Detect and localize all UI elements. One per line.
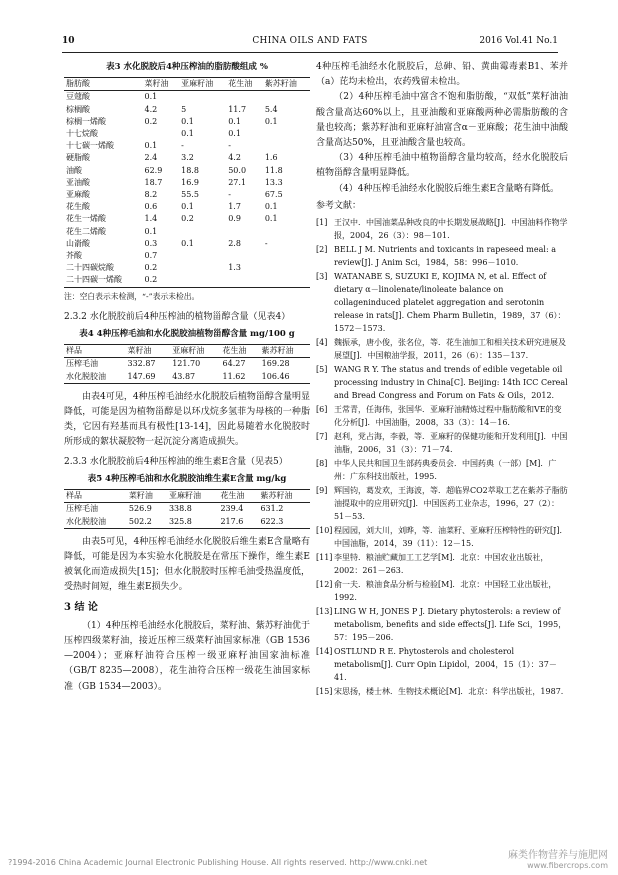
table-cell: 亚油酸 <box>66 177 90 187</box>
table-cell: 0.1 <box>144 92 158 102</box>
table4-col-header: 菜籽油 <box>126 345 171 358</box>
journal-name: CHINA OILS AND FATS <box>252 36 368 46</box>
conclusion-2: （2）4种压榨毛油中富含不饱和脂肪酸，“双低”菜籽油油酸含量高达60%以上，且亚油酸和亚麻酸两种必需脂肪酸的含量也较高；紫苏籽油和亚麻籽油富含α－亚麻酸；花生油中油酸含量高达50%，且亚油酸含量也较高。 <box>316 92 568 149</box>
table-cell: 67.5 <box>264 190 283 200</box>
table-row <box>64 262 310 274</box>
reference-number: [14] <box>316 647 333 657</box>
table-row <box>64 128 310 140</box>
table-cell <box>263 250 310 262</box>
reference-item <box>316 685 568 698</box>
table-cell: 64.27 <box>222 359 246 369</box>
table-cell: 0.1 <box>264 202 278 212</box>
reference-number: [8] <box>316 459 328 469</box>
table-cell: 5.4 <box>264 104 278 114</box>
table-cell: 棕榈一烯酸 <box>66 116 106 126</box>
table-cell: 8.2 <box>144 190 158 200</box>
reference-text: 辉国钧，葛发欢，王海波，等．超临界CO2萃取工艺在紫苏子脂肪油提取中的应用研究[J]．中国医药工业杂志，1996，27（2）：51－53. <box>334 486 568 522</box>
reference-number: [5] <box>316 365 328 375</box>
reference-text: 程园园，刘大川，刘晔，等．油菜籽、亚麻籽压榨特性的研究[J]．中国油脂，2014，39（11）：12－15. <box>334 526 568 549</box>
table5 <box>64 489 310 529</box>
table-cell: 2.4 <box>144 153 158 163</box>
table-cell <box>179 91 226 104</box>
table-cell: 27.1 <box>228 177 247 187</box>
reference-text: BELL J M. Nutrients and toxicants in rapeseed meal: a review[J]. J Anim Sci，1984，58：996－1010. <box>334 245 556 268</box>
table-cell: 4.2 <box>228 153 241 163</box>
table-cell: 水化脱胶油 <box>64 516 127 529</box>
table-cell: 0.7 <box>144 251 158 261</box>
table3-note: 注：空白表示未检测，“-”表示未检出。 <box>64 291 200 301</box>
references-heading: 参考文献： <box>316 200 362 211</box>
table-row <box>64 516 310 529</box>
table-cell: 0.2 <box>143 274 180 287</box>
table-cell: 花生一烯酸 <box>66 214 106 224</box>
conclusion-1-part-b: 4种压榨毛油经水化脱胶后，总砷、铅、黄曲霉毒素B1、苯并（a）芘均未检出，农药残留未检出。 <box>316 62 568 88</box>
table-cell: 50.0 <box>228 165 247 175</box>
table-cell: 0.1 <box>181 238 194 248</box>
table5-col-header: 亚麻籽油 <box>167 490 218 503</box>
table-cell: 0.1 <box>181 116 194 126</box>
table-cell <box>263 262 310 274</box>
table-row <box>64 274 310 287</box>
table-cell: 棕榈酸 <box>66 104 90 114</box>
table-cell <box>263 226 310 238</box>
table3-col-header: 亚麻籽油 <box>179 78 226 91</box>
table-row <box>64 503 310 516</box>
table3-caption: 表3 水化脱胶后4种压榨油的脂肪酸组成 % <box>106 62 268 72</box>
sterol-paragraph: 由表4可见，4种压榨毛油经水化脱胶后植物甾醇含量明显降低，可能是因为植物甾醇是以环戊烷多氢菲为母核的一种脂类，它因有羟基而具有极性[13-14]，因此易随着水化脱胶时所形成的絮状凝胶物一起沉淀分离造成损失。 <box>64 391 310 448</box>
reference-number: [9] <box>316 486 328 496</box>
table-cell: 62.9 <box>144 165 163 175</box>
reference-text: 俞一夫．粮油食品分析与检验[M]．北京：中国轻工业出版社，1992. <box>334 580 557 603</box>
table-cell: 0.2 <box>144 263 158 273</box>
reference-list <box>316 216 568 698</box>
table-cell: 18.8 <box>181 165 199 175</box>
table-cell: - <box>264 238 268 248</box>
table-cell: 239.4 <box>220 504 244 514</box>
table-cell: 0.2 <box>144 116 158 126</box>
reference-item <box>316 605 568 644</box>
reference-item <box>316 524 568 550</box>
table-cell <box>263 274 310 287</box>
reference-number: [6] <box>316 405 328 415</box>
table-cell: 169.28 <box>261 359 290 369</box>
section-2-3-2-title: 2.3.2 水化脱胶前后4种压榨油的植物甾醇含量（见表4） <box>64 311 291 322</box>
reference-item <box>316 336 568 362</box>
table-cell: 502.2 <box>127 516 167 529</box>
table-cell: 338.8 <box>168 504 192 514</box>
table-cell: 0.1 <box>228 116 241 126</box>
table3-col-header: 紫苏籽油 <box>263 78 310 91</box>
table-cell: 山嵛酸 <box>66 238 90 248</box>
table-cell: 0.9 <box>228 214 241 224</box>
table4-col-header: 样品 <box>64 345 126 358</box>
table-cell: 526.9 <box>128 504 152 514</box>
reference-text: 中华人民共和国卫生部药典委员会．中国药典（一部）[M]．广州：广东科技出版社，1995. <box>334 459 557 482</box>
table-cell <box>226 274 263 287</box>
table-row <box>64 104 310 116</box>
table5-col-header: 菜籽油 <box>127 490 167 503</box>
reference-text: 魏振承，唐小俊，张名位，等．花生油加工和相关技术研究进展及展望[J]．中国粮油学报，2011，26（6）：135－137. <box>334 338 566 361</box>
vitamin-e-paragraph: 由表5可见，4种压榨毛油经水化脱胶后维生素E含量略有降低，可能是因为本实验水化脱胶是在常压下操作，维生素E被氧化而造成损失[15]；但水化脱胶时压榨毛油受热温度低，受热时间短，维生素E损失少。 <box>64 536 310 593</box>
table-row <box>64 371 310 384</box>
table-cell: 亚麻酸 <box>66 190 90 200</box>
table-cell: 0.1 <box>181 202 194 212</box>
copyright-footer: ?1994-2016 China Academic Journal Electronic Publishing House. All rights reserved. http://www.cnki.net <box>8 858 428 867</box>
table3-col-header: 脂肪酸 <box>64 78 143 91</box>
table4-caption: 表4 4种压榨毛油和水化脱胶油植物甾醇含量 mg/100 g <box>79 329 295 340</box>
table-cell: 0.1 <box>181 129 194 139</box>
table3-col-header: 菜籽油 <box>143 78 180 91</box>
table-cell <box>263 140 310 152</box>
reference-number: [15] <box>316 687 333 697</box>
table-row <box>64 140 310 152</box>
table-cell: 十七烷酸 <box>66 129 98 139</box>
page-number: 10 <box>62 36 75 46</box>
table4 <box>64 344 310 384</box>
table-cell: 二十四碳一烯酸 <box>64 274 143 287</box>
reference-number: [7] <box>316 432 328 442</box>
table-cell <box>226 226 263 238</box>
table5-col-header: 花生油 <box>218 490 258 503</box>
table-cell <box>179 226 226 238</box>
reference-item <box>316 403 568 429</box>
reference-number: [10] <box>316 526 333 536</box>
table-cell: 十七碳一烯酸 <box>66 141 114 151</box>
reference-text: WATANABE S, SUZUKI E, KOJIMA N, et al. Effect of dietary α－linolenate/linoleate balance on collageninduced platelet aggregation and serotonin release in rats[J]. Chem Pharm Bulletin，1989，37（6）：1572－1573. <box>334 272 566 334</box>
reference-text: 李里特．粮油贮藏加工工艺学[M]．北京：中国农业出版社，2002：261－263. <box>334 553 549 576</box>
table-cell: - <box>228 190 231 200</box>
table-cell: 0.3 <box>144 238 158 248</box>
reference-item <box>316 430 568 456</box>
table-row <box>64 238 310 250</box>
table3 <box>64 77 310 287</box>
table-cell: 硬脂酸 <box>66 153 90 163</box>
reference-number: [11] <box>316 553 333 563</box>
reference-item <box>316 216 568 242</box>
table-cell: 豆蔻酸 <box>66 92 90 102</box>
reference-item <box>316 363 568 402</box>
reference-text: 宋思扬，楼士林．生物技术概论[M]．北京：科学出版社，1987. <box>334 687 564 697</box>
reference-text: 王汉中．中国油菜品种改良的中长期发展战略[J]．中国油料作物学报，2004，26（3）：98－101. <box>334 218 568 241</box>
table-cell <box>179 262 226 274</box>
table-cell: 0.1 <box>264 214 278 224</box>
table-cell: 631.2 <box>260 504 284 514</box>
table-cell: 1.3 <box>228 263 241 273</box>
table3-col-header: 花生油 <box>226 78 263 91</box>
table-cell: 0.1 <box>228 129 241 139</box>
right-column <box>316 60 568 699</box>
table-cell: - <box>228 141 231 151</box>
table-cell: 0.6 <box>144 202 158 212</box>
table-cell: 压榨毛油 <box>66 359 98 369</box>
table-cell: 106.46 <box>260 371 310 384</box>
table-cell: 0.1 <box>144 141 158 151</box>
reference-number: [3] <box>316 272 328 282</box>
conclusion-1-part-a: （1）4种压榨毛油经水化脱胶后，菜籽油、紫苏籽油优于压榨四级菜籽油，接近压榨三级菜籽油国家标准（GB 1536—2004）；亚麻籽油符合压榨一级亚麻籽油国家油标准（GB/T 8235—2008），花生油符合压榨一级花生油国家标准（GB 1534—2003）。 <box>64 620 310 692</box>
reference-item <box>316 484 568 523</box>
table-cell: 花生二烯酸 <box>66 226 106 236</box>
table-cell: 水化脱胶油 <box>64 371 126 384</box>
site-watermark: 麻类作物营养与施肥网 www.fibercrops.com <box>508 850 608 870</box>
table-cell: - <box>181 141 184 151</box>
table-row <box>64 91 310 104</box>
table-row <box>64 189 310 201</box>
table-row <box>64 201 310 213</box>
section-3-heading: 3 结 论 <box>64 601 98 613</box>
table-cell: 3.2 <box>181 153 194 163</box>
table4-col-header: 紫苏籽油 <box>260 345 310 358</box>
table-row <box>64 213 310 225</box>
table-cell: 二十四碳烷酸 <box>66 263 114 273</box>
table-cell: 332.87 <box>127 359 156 369</box>
table-cell: 18.7 <box>144 177 163 187</box>
reference-text: 王常青，任海伟，张国华．亚麻籽油精炼过程中脂肪酸和VE的变化分析[J]．中国油脂，2008，33（3）：14－16. <box>334 405 562 428</box>
reference-number: [1] <box>316 218 328 228</box>
reference-text: 赵利，党占海，李毅，等．亚麻籽的保健功能和开发利用[J]．中国油脂，2006，31（3）：71－74. <box>334 432 568 455</box>
reference-text: OSTLUND R E. Phytosterols and cholesterol metabolism[J]. Curr Opin Lipidol，2004，15（1）：37－41. <box>334 647 557 683</box>
table-cell <box>226 91 263 104</box>
reference-item <box>316 457 568 483</box>
table-cell: 5 <box>181 104 187 114</box>
table-row <box>64 116 310 128</box>
table-cell <box>179 274 226 287</box>
table-row <box>64 152 310 164</box>
left-column <box>64 60 310 695</box>
table-cell: 0.1 <box>264 116 278 126</box>
reference-text: LING W H, JONES P J. Dietary phytosterols: a review of metabolism, benefits and side effects[J]. Life Sci，1995，57：195－206. <box>334 607 567 643</box>
reference-number: [2] <box>316 245 328 255</box>
table-cell: 11.62 <box>221 371 260 384</box>
table-cell: 622.3 <box>258 516 310 529</box>
reference-item <box>316 270 568 335</box>
conclusion-4: （4）4种压榨毛油经水化脱胶后维生素E含量略有降低。 <box>334 183 560 194</box>
table-row <box>64 226 310 238</box>
table-cell <box>143 128 180 140</box>
table-cell: 121.70 <box>172 359 201 369</box>
table-cell: 325.8 <box>167 516 218 529</box>
table4-col-header: 亚麻籽油 <box>170 345 220 358</box>
table-row <box>64 358 310 371</box>
table-cell: 油酸 <box>66 165 82 175</box>
reference-item <box>316 645 568 684</box>
table-cell: 0.1 <box>144 226 158 236</box>
reference-item <box>316 243 568 269</box>
reference-number: [12] <box>316 580 333 590</box>
table-cell <box>226 250 263 262</box>
header-rule <box>62 52 558 53</box>
table-cell: 11.8 <box>264 165 283 175</box>
table5-col-header: 紫苏籽油 <box>258 490 310 503</box>
table-cell: 147.69 <box>126 371 171 384</box>
table5-col-header: 样品 <box>64 490 127 503</box>
table-cell: 芥酸 <box>66 251 82 261</box>
page-header <box>62 36 558 50</box>
table-row <box>64 165 310 177</box>
table-cell: 0.2 <box>181 214 194 224</box>
table-cell: 压榨毛油 <box>66 504 98 514</box>
table-cell: 1.6 <box>264 153 278 163</box>
table-cell <box>263 128 310 140</box>
volume-info: 2016 Vol.41 No.1 <box>479 36 558 46</box>
table-cell: 1.4 <box>144 214 158 224</box>
table5-caption: 表5 4种压榨毛油和水化脱胶油维生素E含量 mg/kg <box>87 473 287 484</box>
reference-number: [4] <box>316 338 328 348</box>
table-cell: 55.5 <box>181 190 199 200</box>
reference-number: [13] <box>316 607 333 617</box>
table-cell: 217.6 <box>218 516 258 529</box>
table-cell <box>263 91 310 104</box>
reference-text: WANG R Y. The status and trends of edible vegetable oil processing industry in China[C]. Beijing: 14th ICC Cereal and Bread Congress and Forum on Fats & Oils，2012. <box>334 365 568 401</box>
table-row <box>64 250 310 262</box>
table-cell: 43.87 <box>170 371 220 384</box>
table-cell <box>179 250 226 262</box>
table-cell: 11.7 <box>228 104 247 114</box>
table-row <box>64 177 310 189</box>
reference-item <box>316 578 568 604</box>
table-cell: 16.9 <box>181 177 199 187</box>
conclusion-3: （3）4种压榨毛油中植物甾醇含量均较高，经水化脱胶后植物甾醇含量明显降低。 <box>316 153 568 179</box>
table-cell: 4.2 <box>144 104 158 114</box>
table-cell: 13.3 <box>264 177 283 187</box>
table-cell: 2.8 <box>228 238 241 248</box>
table4-col-header: 花生油 <box>221 345 260 358</box>
reference-item <box>316 551 568 577</box>
table-cell: 花生酸 <box>66 202 90 212</box>
table-cell: 1.7 <box>228 202 241 212</box>
section-2-3-3-title: 2.3.3 水化脱胶前后4种压榨油的维生素E含量（见表5） <box>64 456 288 467</box>
